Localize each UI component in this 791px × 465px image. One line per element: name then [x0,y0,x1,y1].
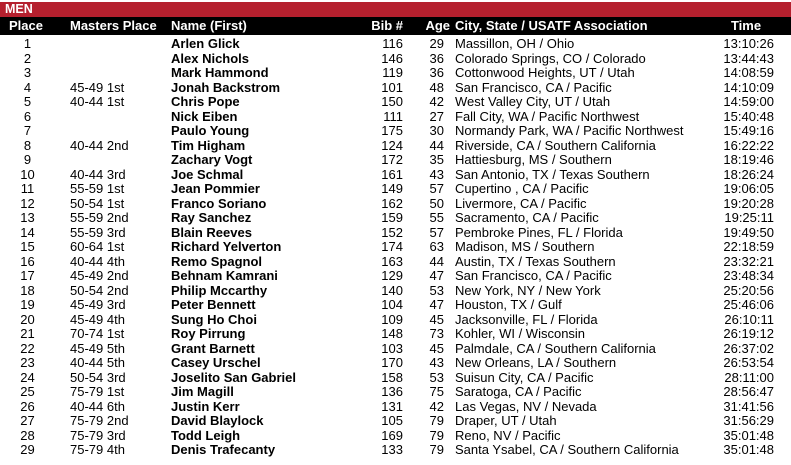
header-bib: Bib # [371,18,403,33]
cell-name: Sung Ho Choi [171,311,257,327]
cell-city: Colorado Springs, CO / Colorado [455,50,646,66]
cell-age: 43 [429,166,444,182]
header-city: City, State / USATF Association [455,18,648,33]
cell-bib: 150 [381,94,403,109]
header-place: Place [9,18,43,33]
cell-bib: 163 [381,253,403,269]
cell-time: 19:25:11 [724,210,774,225]
cell-city: San Antonio, TX / Texas Southern [455,166,650,182]
cell-name: Peter Bennett [171,297,256,312]
cell-place: 29 [20,442,35,457]
cell-time: 19:06:05 [723,181,774,196]
table-row [0,356,791,371]
cell-time: 25:46:06 [723,297,774,312]
table-row [0,327,791,342]
cell-bib: 148 [381,326,403,341]
table-row [0,429,791,444]
cell-age: 47 [429,268,444,283]
cell-name: Joe Schmal [171,166,244,182]
cell-place: 19 [20,297,35,312]
cell-masters-place: 40-44 4th [70,253,125,269]
cell-place: 23 [20,355,35,370]
table-row [0,153,791,168]
cell-age: 79 [429,442,444,457]
cell-city: San Francisco, CA / Pacific [455,79,612,95]
cell-bib: 146 [381,50,403,66]
cell-age: 63 [429,239,444,254]
cell-masters-place: 45-49 2nd [70,268,129,283]
cell-place: 8 [23,137,32,153]
cell-name: Jim Magill [171,384,234,399]
cell-city: Riverside, CA / Southern California [455,137,656,153]
table-row [0,110,791,125]
cell-city: Livermore, CA / Pacific [455,195,587,211]
cell-city: Austin, TX / Texas Southern [455,253,616,269]
cell-age: 75 [429,384,444,399]
cell-bib: 133 [381,442,403,457]
table-row [0,52,791,67]
cell-place: 11 [20,181,35,196]
cell-bib: 158 [381,369,403,385]
cell-place: 12 [20,195,35,211]
cell-name: Jonah Backstrom [171,79,281,95]
cell-city: Palmdale, CA / Southern California [455,340,656,356]
cell-name: Philip Mccarthy [171,282,268,298]
cell-bib: 162 [381,195,403,211]
table-row [0,443,791,458]
table-row [0,385,791,400]
cell-age: 47 [429,297,444,312]
table-row [0,284,791,299]
cell-age: 44 [429,253,444,269]
cell-place: 25 [20,384,35,399]
cell-time: 28:56:47 [723,384,774,399]
cell-masters-place: 75-79 1st [70,384,125,399]
cell-age: 45 [429,311,444,327]
cell-time: 15:49:16 [723,123,774,138]
cell-time: 18:26:24 [723,166,774,182]
cell-name: Arlen Glick [171,36,240,51]
table-row [0,139,791,154]
table-row [0,95,791,110]
cell-city: West Valley City, UT / Utah [455,94,611,109]
table-row [0,269,791,284]
cell-city: Reno, NV / Pacific [455,427,561,443]
cell-bib: 116 [382,36,403,51]
table-row [0,182,791,197]
cell-masters-place: 75-79 3rd [70,427,126,443]
cell-name: Jean Pommier [171,181,260,196]
table-row [0,124,791,139]
cell-age: 27 [429,108,444,124]
cell-time: 26:19:12 [723,326,774,341]
cell-masters-place: 75-79 2nd [70,413,129,428]
table-row [0,414,791,429]
cell-city: Draper, UT / Utah [455,413,557,428]
cell-age: 48 [429,79,444,95]
cell-masters-place: 60-64 1st [70,239,125,254]
cell-name: Franco Soriano [171,195,267,211]
cell-place: 18 [20,282,35,298]
cell-bib: 109 [381,311,403,327]
cell-name: Grant Barnett [171,340,255,356]
cell-time: 13:44:43 [723,50,774,66]
cell-bib: 175 [381,123,403,138]
cell-city: Fall City, WA / Pacific Northwest [455,108,640,124]
cell-masters-place: 75-79 4th [70,442,125,457]
cell-name: Justin Kerr [171,398,240,414]
cell-bib: 119 [382,65,403,80]
table-row [0,211,791,226]
cell-masters-place: 40-44 1st [70,94,125,109]
cell-place: 27 [20,413,35,428]
cell-city: Santa Ysabel, CA / Southern California [455,442,679,457]
cell-bib: 149 [381,181,403,196]
header-age: Age [425,18,450,33]
table-row [0,255,791,270]
cell-time: 13:10:26 [723,36,774,51]
cell-place: 2 [23,50,32,66]
cell-masters-place: 55-59 1st [70,181,125,196]
cell-place: 20 [20,311,35,327]
cell-place: 28 [20,427,35,443]
cell-time: 31:41:56 [723,398,774,414]
cell-place: 13 [20,210,35,225]
cell-bib: 136 [381,384,403,399]
cell-masters-place: 55-59 2nd [70,210,129,225]
cell-place: 4 [23,79,32,95]
table-row [0,81,791,96]
cell-city: Sacramento, CA / Pacific [455,210,599,225]
cell-place: 1 [23,36,32,51]
cell-time: 19:49:50 [723,224,774,240]
cell-age: 36 [429,50,444,66]
cell-place: 6 [23,108,32,124]
cell-city: Cupertino , CA / Pacific [455,181,589,196]
cell-time: 14:59:00 [723,94,774,109]
cell-name: Ray Sanchez [171,210,252,225]
cell-name: Tim Higham [171,137,246,153]
cell-bib: 174 [381,239,403,254]
cell-city: Las Vegas, NV / Nevada [455,398,597,414]
cell-age: 57 [429,181,444,196]
cell-city: Kohler, WI / Wisconsin [455,326,586,341]
cell-bib: 129 [381,268,403,283]
cell-place: 3 [23,65,32,80]
cell-bib: 169 [381,427,403,443]
cell-bib: 152 [381,224,403,240]
table-row [0,66,791,81]
cell-name: Alex Nichols [171,50,250,66]
cell-place: 17 [20,268,35,283]
cell-name: Remo Spagnol [171,253,263,269]
cell-bib: 159 [381,210,403,225]
cell-city: Jacksonville, FL / Florida [455,311,598,327]
cell-age: 42 [429,94,444,109]
cell-place: 22 [20,340,35,356]
cell-age: 79 [429,427,444,443]
cell-masters-place: 40-44 6th [70,398,125,414]
cell-age: 55 [429,210,444,225]
cell-name: Roy Pirrung [171,326,246,341]
cell-place: 5 [23,94,32,109]
cell-masters-place: 50-54 2nd [70,282,129,298]
cell-masters-place: 50-54 1st [70,195,125,211]
cell-masters-place: 40-44 2nd [70,137,129,153]
cell-place: 21 [20,326,35,341]
cell-city: Houston, TX / Gulf [455,297,562,312]
cell-time: 26:37:02 [723,340,774,356]
cell-bib: 104 [381,297,403,312]
header-masters-place: Masters Place [70,18,157,33]
header-name: Name (First) [171,18,247,33]
cell-time: 28:11:00 [724,369,774,385]
cell-name: Casey Urschel [171,355,261,370]
cell-name: David Blaylock [171,413,264,428]
table-row [0,37,791,52]
cell-time: 19:20:28 [723,195,774,211]
cell-city: Hattiesburg, MS / Southern [455,152,612,167]
table-row [0,168,791,183]
cell-time: 14:10:09 [723,79,774,95]
cell-masters-place: 50-54 3rd [70,369,126,385]
cell-time: 15:40:48 [723,108,774,124]
cell-age: 45 [429,340,444,356]
cell-name: Richard Yelverton [171,239,282,254]
cell-name: Mark Hammond [171,65,269,80]
cell-masters-place: 70-74 1st [70,326,125,341]
cell-masters-place: 45-49 1st [70,79,125,95]
cell-name: Nick Eiben [171,108,238,124]
cell-name: Todd Leigh [171,427,241,443]
cell-name: Paulo Young [171,123,250,138]
section-title: MEN [0,2,791,17]
cell-masters-place: 45-49 3rd [70,297,126,312]
cell-name: Blain Reeves [171,224,252,240]
cell-age: 53 [429,369,444,385]
cell-time: 23:48:34 [723,268,774,283]
table-row [0,240,791,255]
cell-name: Chris Pope [171,94,240,109]
cell-age: 44 [429,137,444,153]
cell-time: 26:10:11 [724,311,774,327]
cell-age: 53 [429,282,444,298]
cell-bib: 170 [381,355,403,370]
cell-bib: 124 [381,137,403,153]
cell-city: Normandy Park, WA / Pacific Northwest [455,123,684,138]
table-row [0,400,791,415]
cell-time: 35:01:48 [723,442,774,457]
cell-bib: 140 [381,282,403,298]
table-row [0,371,791,386]
cell-bib: 111 [383,108,403,124]
cell-name: Zachary Vogt [171,152,253,167]
cell-name: Denis Trafecanty [171,442,276,457]
cell-city: New Orleans, LA / Southern [455,355,617,370]
cell-age: 57 [429,224,444,240]
cell-age: 73 [429,326,444,341]
cell-masters-place: 40-44 3rd [70,166,126,182]
cell-time: 26:53:54 [723,355,774,370]
cell-place: 10 [20,166,35,182]
cell-time: 31:56:29 [723,413,774,428]
results-table-body [0,37,791,458]
cell-bib: 105 [381,413,403,428]
cell-city: Saratoga, CA / Pacific [455,384,582,399]
cell-time: 25:20:56 [723,282,774,298]
cell-place: 14 [20,224,35,240]
cell-bib: 172 [381,152,403,167]
cell-city: Pembroke Pines, FL / Florida [455,224,623,240]
cell-time: 16:22:22 [723,137,774,153]
cell-time: 14:08:59 [723,65,774,80]
table-row [0,313,791,328]
cell-place: 16 [20,253,35,269]
cell-place: 15 [20,239,35,254]
cell-place: 24 [20,369,35,385]
cell-time: 22:18:59 [723,239,774,254]
cell-bib: 101 [381,79,403,95]
cell-city: New York, NY / New York [455,282,601,298]
cell-place: 26 [20,398,35,414]
cell-city: Suisun City, CA / Pacific [455,369,594,385]
cell-name: Behnam Kamrani [171,268,278,283]
table-row [0,197,791,212]
cell-age: 79 [429,413,444,428]
cell-city: Massillon, OH / Ohio [455,36,575,51]
cell-bib: 161 [381,166,403,182]
cell-time: 23:32:21 [723,253,774,269]
cell-place: 9 [23,152,32,167]
cell-age: 50 [429,195,444,211]
cell-age: 42 [429,398,444,414]
cell-masters-place: 45-49 4th [70,311,125,327]
cell-masters-place: 55-59 3rd [70,224,126,240]
cell-city: Cottonwood Heights, UT / Utah [455,65,635,80]
cell-name: Joselito San Gabriel [171,369,296,385]
table-header [0,17,791,35]
cell-time: 18:19:46 [723,152,774,167]
header-time: Time [730,18,762,33]
cell-city: San Francisco, CA / Pacific [455,268,612,283]
cell-age: 30 [429,123,444,138]
cell-bib: 131 [381,398,403,414]
cell-masters-place: 40-44 5th [70,355,125,370]
cell-time: 35:01:48 [723,427,774,443]
cell-age: 43 [429,355,444,370]
cell-masters-place: 45-49 5th [70,340,125,356]
cell-age: 29 [429,36,444,51]
cell-age: 35 [429,152,444,167]
table-row [0,298,791,313]
cell-place: 7 [23,123,32,138]
table-row [0,342,791,357]
cell-age: 36 [429,65,444,80]
table-row [0,226,791,241]
cell-bib: 103 [381,340,403,356]
cell-city: Madison, MS / Southern [455,239,595,254]
